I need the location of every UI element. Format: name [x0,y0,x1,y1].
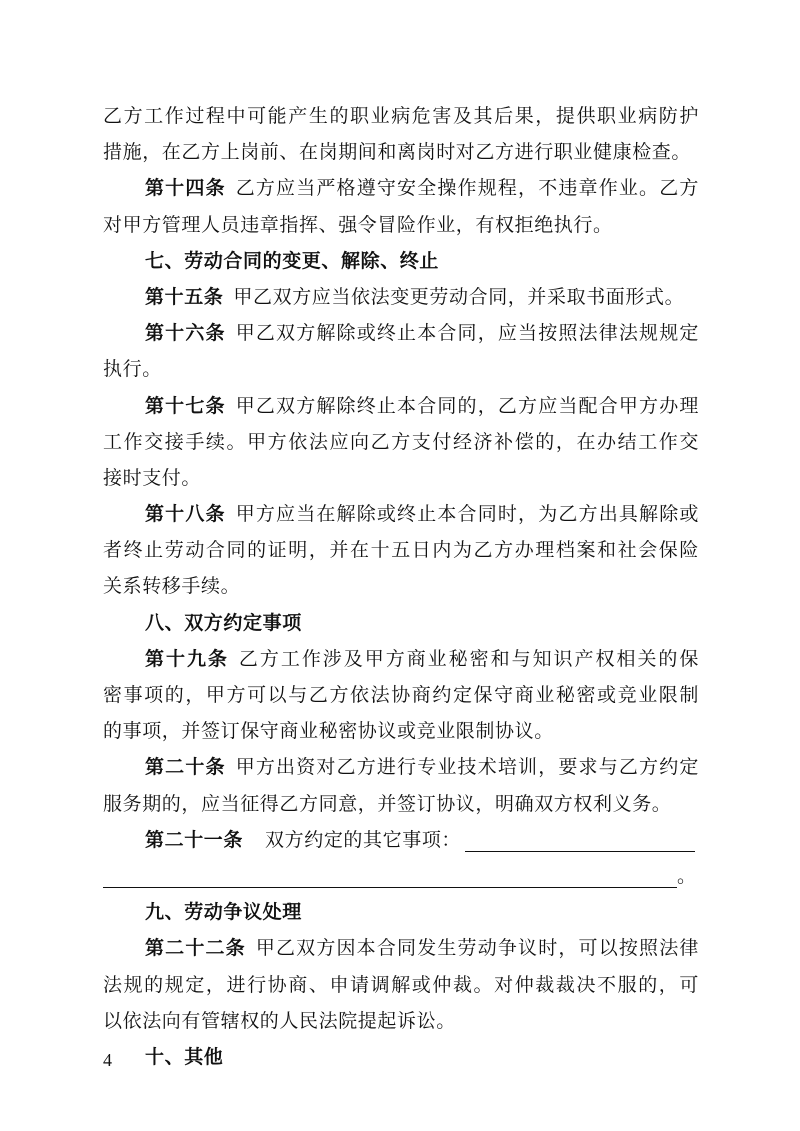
article-20 [103,749,699,785]
article-16 [103,315,699,351]
paragraph-line: 对甲方管理人员违章指挥、强令冒险作业，有权拒绝执行。 [103,213,613,236]
article-text: 双方约定的其它事项： [265,828,462,851]
paragraph-line: 工作交接手续。甲方依法应向乙方支付经济补偿的，在办结工作交 [103,430,699,453]
article-text: 甲乙双方应当依法变更劳动合同，并采取书面形式。 [233,285,685,308]
article-number: 第二十一条 [145,828,244,851]
article-text: 甲乙双方因本合同发生劳动争议时，可以按照法律 [255,937,699,960]
article-22 [103,930,699,966]
paragraph-line: 以依法向有管辖权的人民法院提起诉讼。 [103,1009,456,1032]
section-heading-10: 十、其他 [145,1045,224,1068]
article-21 [103,822,699,858]
article-text: 甲方出资对乙方进行专业技术培训，要求与乙方约定 [235,756,699,779]
article-number: 第二十二条 [145,937,246,960]
article-number: 第十四条 [145,177,226,200]
article-text: 甲乙双方解除或终止本合同，应当按照法律法规规定 [235,322,699,345]
article-15 [103,279,699,315]
article-number: 第十八条 [145,503,226,526]
fill-in-blank [465,829,695,852]
article-18 [103,496,699,532]
line-end-punctuation: 。 [677,864,697,887]
article-19 [103,641,699,677]
article-14 [103,170,699,206]
article-number: 第十七条 [145,394,226,417]
article-number: 第十九条 [145,647,229,670]
fill-in-line [103,858,699,894]
paragraph-line: 接时支付。 [103,466,202,489]
article-text: 乙方应当严格遵守安全操作规程，不违章作业。乙方 [235,177,699,200]
paragraph-line: 乙方工作过程中可能产生的职业病危害及其后果，提供职业病防护 [103,105,699,127]
article-number: 第十五条 [145,285,224,308]
article-text: 乙方工作涉及甲方商业秘密和与知识产权相关的保 [238,647,699,670]
page-number: 4 [103,1050,112,1070]
paragraph-line: 法规的规定，进行协商、申请调解或仲裁。对仲裁裁决不服的，可 [103,973,699,996]
section-heading-9: 九、劳动争议处理 [145,901,302,924]
article-text: 甲乙双方解除终止本合同的，乙方应当配合甲方办理 [235,394,699,417]
paragraph-line: 者终止劳动合同的证明，并在十五日内为乙方办理档案和社会保险 [103,539,699,562]
document-page [103,98,699,1075]
article-17 [103,388,699,424]
article-text: 甲方应当在解除或终止本合同时，为乙方出具解除或 [235,503,699,526]
section-heading-8: 八、双方约定事项 [145,611,302,634]
section-heading-7: 七、劳动合同的变更、解除、终止 [145,249,440,272]
article-number: 第十六条 [145,322,226,345]
paragraph-line: 服务期的，应当征得乙方同意，并签订协议，明确双方权利义务。 [103,792,672,815]
paragraph-line: 密事项的，甲方可以与乙方依法协商约定保守商业秘密或竞业限制 [103,684,699,706]
paragraph-line: 的事项，并签订保守商业秘密协议或竞业限制协议。 [103,720,554,743]
paragraph-line: 关系转移手续。 [103,575,241,598]
article-number: 第二十条 [145,756,226,779]
paragraph-line: 执行。 [103,358,162,381]
fill-in-blank [103,865,677,888]
paragraph-line: 措施，在乙方上岗前、在岗期间和离岗时对乙方进行职业健康检查。 [103,141,692,164]
